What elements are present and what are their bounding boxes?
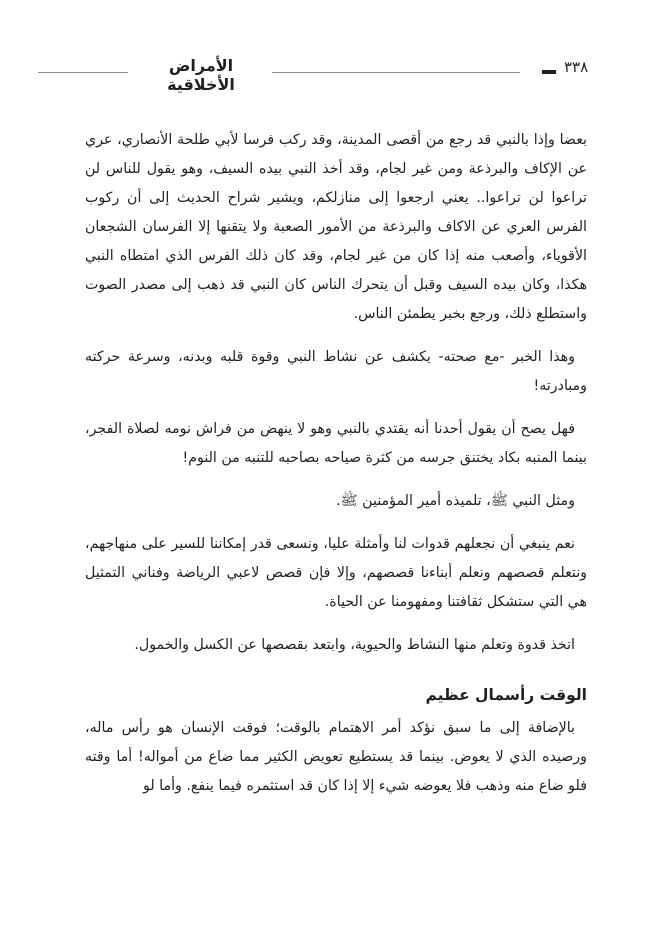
header-dash: [542, 70, 556, 74]
paragraph: نعم ينبغي أن نجعلهم قدوات لنا وأمثلة عليا، ونسعى قدر إمكاننا للسير على منهاجهم، ونتعلم قصصهم ونعلم أبناءنا قصصهم، وإلا فإن قصص لاعبي الرياضة وفناني التمثيل هي التي ستشكل ثقافتنا ومفهومنا عن الحياة.: [85, 536, 587, 610]
page-header: [0, 52, 669, 92]
section-heading: الوقت رأسمال عظيم: [425, 686, 587, 704]
paragraph: ومثل النبي ﷺ، تلميذه أمير المؤمنين ﷺ.: [336, 493, 575, 509]
paragraph: فهل يصح أن يقول أحدنا أنه يقتدي بالنبي وهو لا ينهض من فراش نومه لصلاة الفجر، بينما المنبه بكاد يختنق جرسه من كثرة صياحه بصاحبه للتنبه من النوم!: [85, 421, 587, 466]
paragraph: وهذا الخبر -مع صحته- يكشف عن نشاط النبي وقوة قلبه وبدنه، وسرعة حركته ومبادرته!: [85, 349, 587, 394]
paragraph: بعضا وإذا بالنبي قد رجع من أقصى المدينة، وقد ركب فرسا لأبي طلحة الأنصاري، عري عن الإكاف والبرذعة ومن غير لجام، وقد أخذ النبي بيده السيف، وهو يقول للناس لن تراعوا لن تراعوا.. يعني ارجعوا إلى منازلكم، ويشير شراح الحديث إلى أن ركوب الفرس العري عن الاكاف والبرذعة من الأمور الصعبة ولا يتقنها إلا الفرسان الشجعان الأقوياء، وأصعب منه إذا كان من غير لجام، وقد كان ذلك الفرس الذي امتطاه النبي هكذا، وكان بيده السيف وقبل أن يتحرك الناس كان النبي قد ذهب إلى مصدر الصوت واستطلع ذلك، ورجع بخبر يطمئن الناس.: [85, 132, 587, 322]
paragraph: بالإضافة إلى ما سبق نؤكد أمر الاهتمام بالوقت؛ فوقت الإنسان هو رأس ماله، ورصيده الذي لا يعوض. بينما قد يستطيع تعويض الكثير مما ضاع من أمواله! أما وقته فلو ضاع منه وذهب فلا يعوضه شيء إلا إذا كان قد استثمره فيما ينفع. وأما لو: [85, 720, 587, 794]
paragraph: اتخذ قدوة وتعلم منها النشاط والحيوية، وابتعد بقصصها عن الكسل والخمول.: [134, 637, 575, 653]
header-rule-middle: [272, 72, 520, 73]
running-title: الأمراض الأخلاقية: [167, 56, 235, 94]
header-rule-left: [38, 72, 128, 73]
body-text: [85, 126, 587, 815]
page-number: ٣٣٨: [564, 58, 589, 76]
